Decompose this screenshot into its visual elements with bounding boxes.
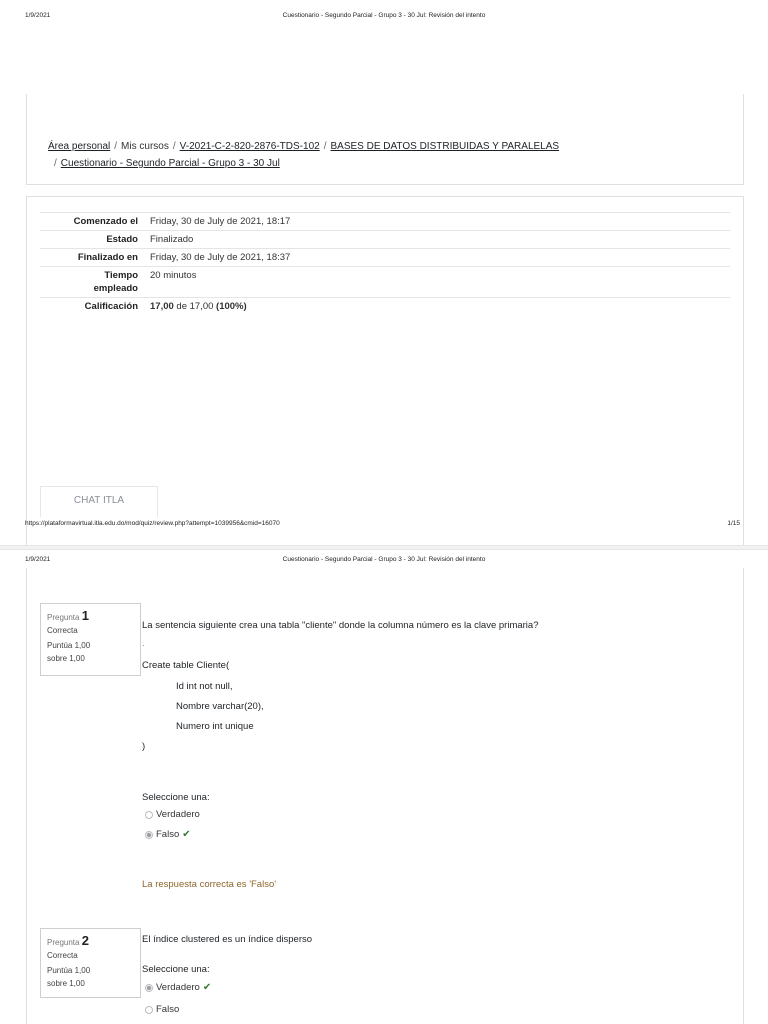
summary-row-grade (40, 298, 730, 316)
radio-icon[interactable] (145, 984, 153, 992)
question-text: La sentencia siguiente crea una tabla "cliente" donde la columna número es la clave primaria? (142, 620, 539, 631)
print-url: https://plataformavirtual.itla.edu.do/mod/quiz/review.php?attempt=1039956&cmid=16070 (25, 520, 280, 527)
print-date: 1/9/2021 (25, 12, 51, 19)
radio-icon[interactable] (145, 1006, 153, 1014)
radio-icon[interactable] (145, 811, 153, 819)
code-line: Create table Cliente( (142, 660, 230, 671)
question-number: 2 (81, 933, 89, 948)
option-falso[interactable] (145, 829, 191, 840)
radio-icon[interactable] (145, 831, 153, 839)
question-status: Correcta (47, 626, 78, 635)
option-label: Verdadero (156, 982, 200, 993)
check-icon: ✔ (182, 829, 191, 840)
question-text: El índice clustered es un índice disperso (142, 934, 313, 945)
question-number: 1 (81, 608, 89, 623)
summary-value: 20 minutos (144, 267, 730, 298)
question-label: Pregunta (47, 938, 80, 947)
summary-value: Finalizado (144, 231, 730, 249)
print-date: 1/9/2021 (25, 556, 51, 563)
print-page-number: 1/15 (727, 520, 740, 527)
summary-row-finished (40, 249, 730, 267)
code-line: Numero int unique (176, 721, 254, 732)
attempt-summary-table (40, 212, 730, 315)
question-dot: . (142, 638, 145, 649)
question-points-max: sobre 1,00 (47, 654, 85, 663)
grade-score: 17,00 (150, 301, 174, 312)
breadcrumb-card (26, 94, 744, 185)
summary-row-started (40, 213, 730, 231)
question-points: Puntúa 1,00 (47, 966, 91, 975)
question-points: Puntúa 1,00 (47, 641, 91, 650)
breadcrumb-separator: / (172, 141, 176, 152)
summary-value: Friday, 30 de July de 2021, 18:37 (144, 249, 730, 267)
chat-itla-button[interactable]: CHAT ITLA (40, 486, 158, 517)
breadcrumb-course-code-link[interactable]: V-2021-C-2-820-2876-TDS-102 (179, 141, 320, 152)
question-label: Pregunta (47, 613, 80, 622)
option-falso[interactable] (145, 1004, 179, 1015)
page-break (0, 545, 768, 550)
breadcrumb-course-name-link[interactable]: BASES DE DATOS DISTRIBUIDAS Y PARALELAS (330, 141, 560, 152)
time-label-line1: Tiempo (104, 270, 138, 281)
option-verdadero[interactable] (145, 982, 211, 993)
summary-value (144, 298, 730, 316)
option-label: Falso (156, 829, 180, 840)
summary-label: Comenzado el (40, 213, 144, 231)
question-points-max: sobre 1,00 (47, 979, 85, 988)
breadcrumb-separator: / (114, 141, 118, 152)
breadcrumb-my-courses: Mis cursos (121, 141, 169, 152)
summary-row-state (40, 231, 730, 249)
question-info-box (40, 928, 141, 998)
grade-out-of: de 17,00 (176, 301, 214, 312)
grade-percent: (100%) (216, 301, 247, 312)
code-line: ) (142, 741, 146, 752)
option-label: Falso (156, 1004, 180, 1015)
question-status: Correcta (47, 951, 78, 960)
summary-row-time (40, 267, 730, 298)
breadcrumb (48, 138, 738, 172)
breadcrumb-home-link[interactable]: Área personal (48, 141, 111, 152)
summary-label: Finalizado en (40, 249, 144, 267)
breadcrumb-separator: / (54, 158, 57, 169)
option-verdadero[interactable] (145, 809, 200, 820)
code-line: Nombre varchar(20), (176, 701, 264, 712)
breadcrumb-separator: / (323, 141, 327, 152)
code-line: Id int not null, (176, 681, 233, 692)
question-info-box (40, 603, 141, 676)
summary-label (40, 267, 144, 298)
time-label-line2: empleado (93, 283, 138, 294)
select-one-label: Seleccione una: (142, 964, 210, 975)
print-title: Cuestionario - Segundo Parcial - Grupo 3 - 30 Jul: Revisión del intento (282, 556, 486, 563)
breadcrumb-quiz-link[interactable]: Cuestionario - Segundo Parcial - Grupo 3 - 30 Jul (60, 158, 280, 169)
print-title: Cuestionario - Segundo Parcial - Grupo 3 - 30 Jul: Revisión del intento (282, 12, 486, 19)
correct-answer-feedback: La respuesta correcta es 'Falso' (142, 879, 277, 890)
select-one-label: Seleccione una: (142, 792, 210, 803)
check-icon: ✔ (202, 982, 212, 993)
option-label: Verdadero (156, 809, 200, 820)
summary-value: Friday, 30 de July de 2021, 18:17 (144, 213, 730, 231)
summary-label: Estado (40, 231, 144, 249)
summary-label: Calificación (40, 298, 144, 316)
